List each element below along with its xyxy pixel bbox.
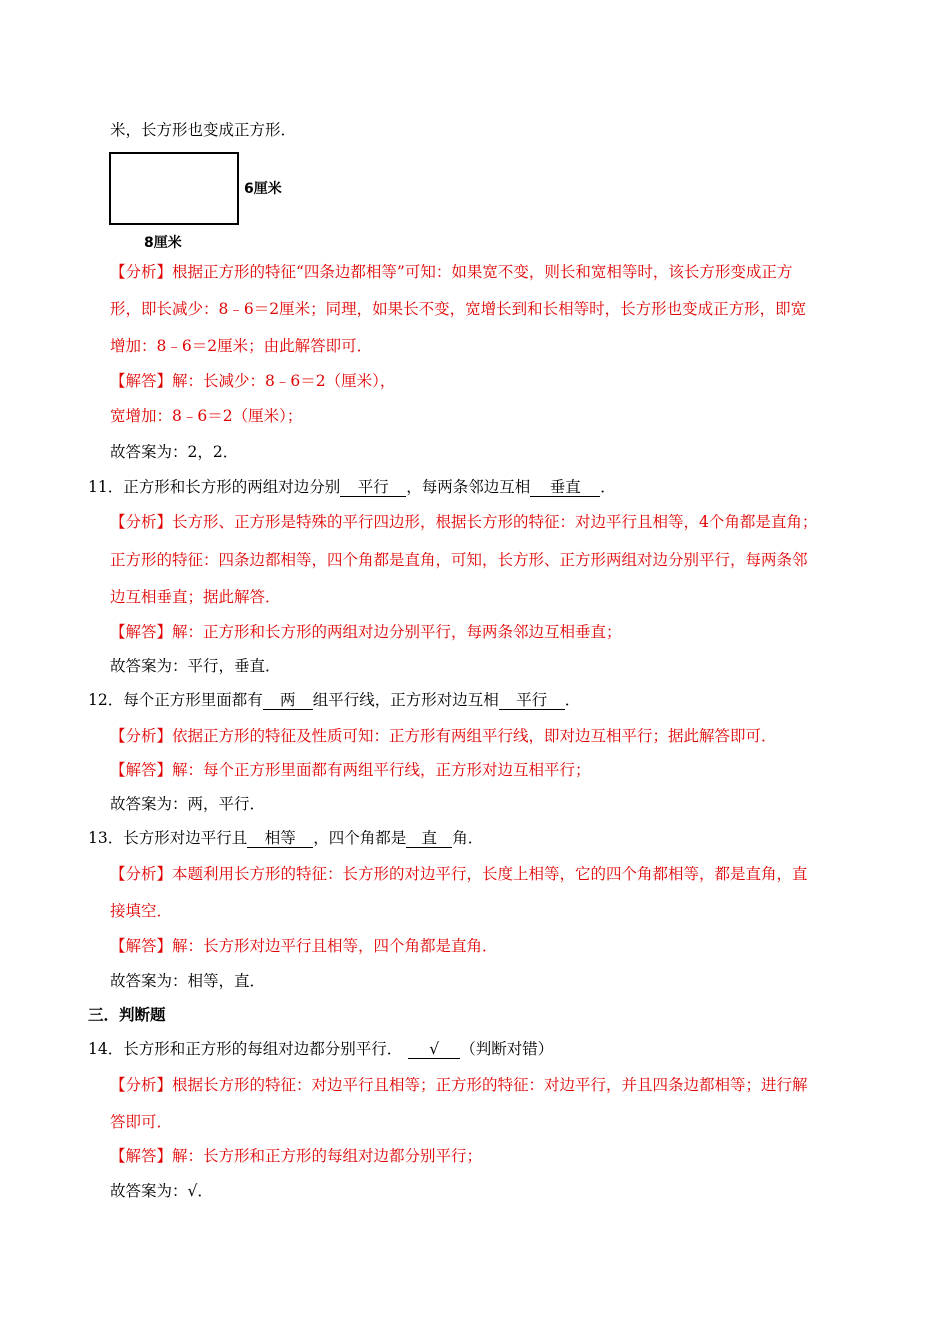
q10-analysis-line1: 【分析】根据正方形的特征“四条边都相等”可知：如果宽不变，则长和宽相等时，该长方形变成正方	[110, 263, 793, 281]
q14-blank1: √	[408, 1040, 460, 1059]
q14-suffix: （判断对错）	[460, 1040, 554, 1058]
q13-analysis-line2: 接填空．	[110, 902, 173, 920]
q12-suffix: ．	[564, 691, 581, 709]
q14-analysis-line2: 答即可．	[110, 1113, 173, 1131]
q12-mid: 组平行线，正方形对边互相	[312, 691, 499, 709]
width-label: 8厘米	[144, 235, 182, 251]
q11-analysis-line3: 边互相垂直；据此解答．	[110, 588, 281, 606]
q13-blank2: 直	[406, 829, 452, 848]
q10-final-answer: 故答案为：2，2．	[110, 443, 239, 461]
q13-blank1: 相等	[247, 829, 313, 848]
q11-question	[88, 477, 616, 497]
q12-blank2: 平行	[499, 691, 565, 710]
q14-question	[88, 1039, 553, 1059]
q12-analysis-line1: 【分析】依据正方形的特征及性质可知：正方形有两组平行线，即对边互相平行；据此解答即可．	[110, 727, 777, 745]
q11-suffix: ．	[600, 478, 616, 496]
q13-mid: ，四个角都是	[313, 829, 407, 847]
q13-question	[88, 828, 483, 848]
q14-analysis-line1: 【分析】根据长方形的特征：对边平行且相等；正方形的特征：对边平行，并且四条边都相等；进行解	[110, 1076, 808, 1094]
rectangle-figure	[109, 152, 239, 225]
q11-mid: ，每两条邻边互相	[406, 478, 531, 496]
q12-question	[88, 690, 580, 710]
q13-analysis-line1: 【分析】本题利用长方形的特征：长方形的对边平行，长度上相等，它的四个角都相等，都是直角，直	[110, 865, 808, 883]
height-label: 6厘米	[244, 181, 282, 197]
q10-answer-line1: 【解答】解：长减少：8﹣6＝2（厘米），	[110, 372, 396, 390]
q11-analysis-line1: 【分析】长方形、正方形是特殊的平行四边形，根据长方形的特征：对边平行且相等，4个角都是直角；	[110, 513, 818, 531]
q10-analysis-line3: 增加：8﹣6＝2厘米；由此解答即可．	[110, 337, 373, 355]
q10-analysis-line2: 形，即长减少：8﹣6＝2厘米；同理，如果长不变，宽增长到和长相等时，长方形也变成正方形，即宽	[110, 300, 807, 318]
q13-answer-line1: 【解答】解：长方形对边平行且相等，四个角都是直角．	[110, 937, 498, 955]
q13-prefix: 13．长方形对边平行且	[88, 829, 248, 847]
q11-prefix: 11．正方形和长方形的两组对边分别	[88, 478, 341, 496]
q11-analysis-line2: 正方形的特征：四条边都相等，四个角都是直角，可知，长方形、正方形两组对边分别平行，每两条邻	[110, 551, 808, 569]
q10-answer-line2: 宽增加：8﹣6＝2（厘米）；	[110, 407, 303, 425]
q11-answer-line1: 【解答】解：正方形和长方形的两组对边分别平行，每两条邻边互相垂直；	[110, 623, 622, 641]
q12-answer-line1: 【解答】解：每个正方形里面都有两组平行线，正方形对边互相平行；	[110, 761, 591, 779]
q11-final-answer: 故答案为：平行，垂直．	[110, 657, 281, 675]
q14-answer-line1: 【解答】解：长方形和正方形的每组对边都分别平行；	[110, 1147, 483, 1165]
q12-blank1: 两	[263, 691, 313, 710]
continuation-line: 米，长方形也变成正方形．	[110, 121, 297, 139]
section-title: 三．判断题	[88, 1006, 166, 1024]
q14-final-answer: 故答案为：√．	[110, 1182, 213, 1200]
q14-prefix: 14．长方形和正方形的每组对边都分别平行．	[88, 1040, 403, 1058]
q12-prefix: 12．每个正方形里面都有	[88, 691, 263, 709]
q11-blank2: 垂直	[530, 478, 600, 497]
q13-suffix: 角．	[452, 829, 484, 847]
q11-blank1: 平行	[340, 478, 406, 497]
q12-final-answer: 故答案为：两，平行．	[110, 795, 266, 813]
q13-final-answer: 故答案为：相等，直．	[110, 972, 266, 990]
